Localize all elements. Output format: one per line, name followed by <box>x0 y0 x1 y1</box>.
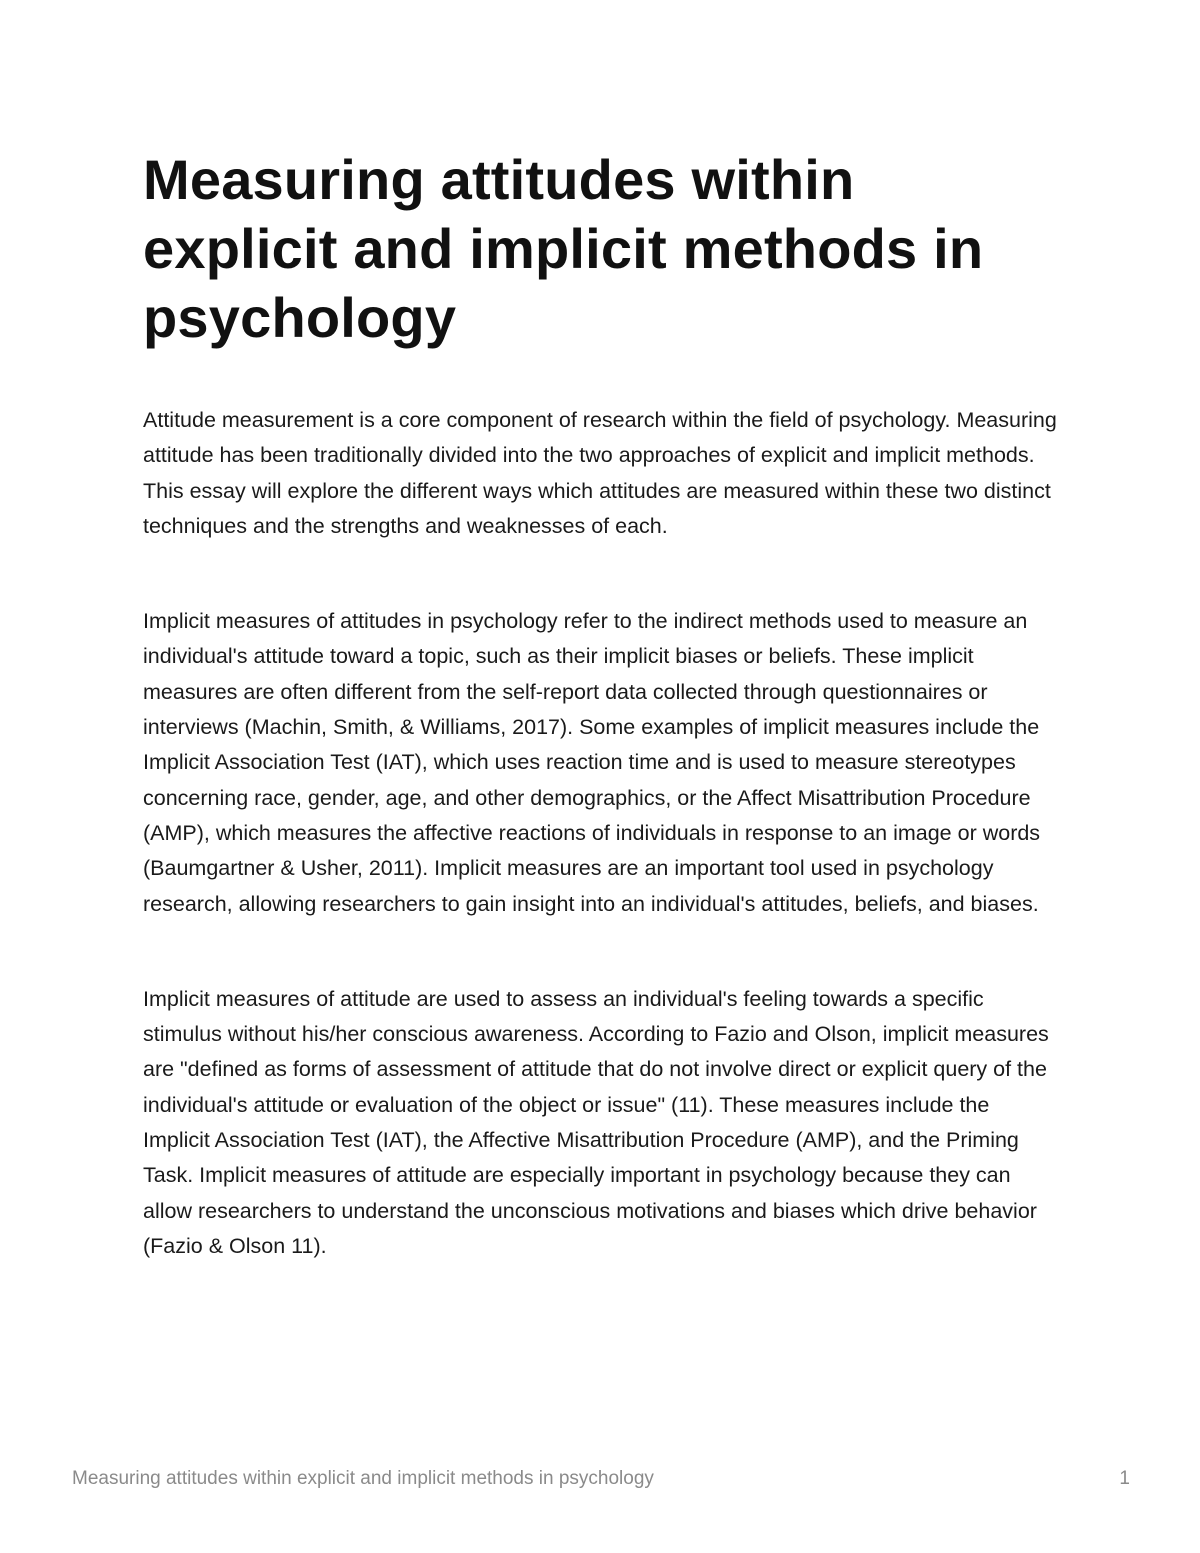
paragraph-introduction: Attitude measurement is a core component of research within the field of psychology. Measuring attitude has been traditionally divided into the two approaches of explicit and implicit methods. This essay will explore the different ways which attitudes are measured within these two distinct techniques and the strengths and weaknesses of each. <box>143 408 1057 538</box>
paragraph-implicit-attitude-assessment: Implicit measures of attitude are used to assess an individual's feeling towards a specific stimulus without his/her conscious awareness. According to Fazio and Olson, implicit measures are "defined as forms of assessment of attitude that do not involve direct or explicit query of the individual's attitude or evaluation of the object or issue" (11). These measures include the Implicit Association Test (IAT), the Affective Misattribution Procedure (AMP), and the Priming Task. Implicit measures of attitude are especially important in psychology because they can allow researchers to understand the unconscious motivations and biases which drive behavior (Fazio & Olson 11). <box>143 986 1049 1258</box>
paragraph-implicit-measures: Implicit measures of attitudes in psychology refer to the indirect methods used to measure an individual's attitude toward a topic, such as their implicit biases or beliefs. These implicit measures are often different from the self-report data collected through questionnaires or interviews (Machin, Smith, & Williams, 2017). Some examples of implicit measures include the Implicit Association Test (IAT), which uses reaction time and is used to measure stereotypes concerning race, gender, age, and other demographics, or the Affect Misattribution Procedure (AMP), which measures the affective reactions of individuals in response to an image or words (Baumgartner & Usher, 2011). Implicit measures are an important tool used in psychology research, allowing researchers to gain insight into an individual's attitudes, beliefs, and biases. <box>143 609 1041 916</box>
footer-running-title: Measuring attitudes within explicit and implicit methods in psychology <box>72 1468 654 1489</box>
page-footer <box>72 1465 1130 1493</box>
document-title: Measuring attitudes within explicit and implicit methods in psychology <box>143 148 984 349</box>
page-number: 1 <box>1119 1468 1130 1489</box>
document-body <box>143 145 1058 1264</box>
